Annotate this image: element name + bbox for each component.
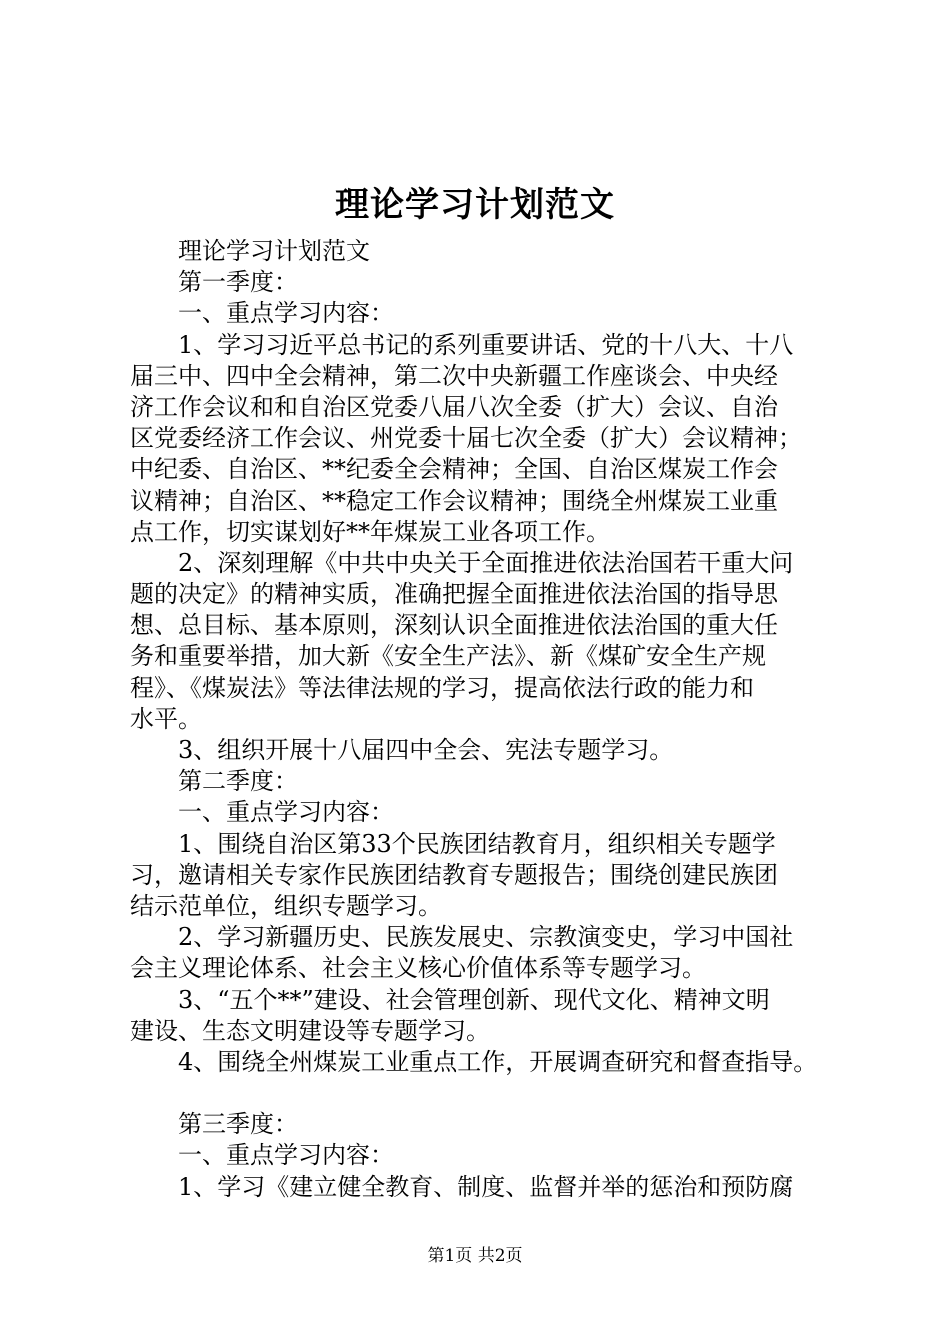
paragraph-line: 点工作，切实谋划好**年煤炭工业各项工作。 [130, 517, 610, 546]
paragraph-line: 题的决定》的精神实质，准确把握全面推进依法治国的指导思 [130, 580, 778, 609]
subsection-heading: 一、重点学习内容： [178, 798, 394, 827]
section-heading-q3: 第三季度： [178, 1110, 298, 1139]
paragraph-line: 会主义理论体系、社会主义核心价值体系等专题学习。 [130, 954, 706, 983]
subsection-heading: 一、重点学习内容： [178, 1141, 394, 1170]
paragraph-line: 中纪委、自治区、**纪委全会精神；全国、自治区煤炭工作会 [130, 455, 778, 484]
paragraph-line: 水平。 [130, 704, 202, 733]
paragraph-line: 2、学习新疆历史、民族发展史、宗教演变史，学习中国社 [178, 923, 794, 952]
document-title: 理论学习计划范文 [335, 185, 615, 225]
paragraph-line: 3、“五个**”建设、社会管理创新、现代文化、精神文明 [178, 985, 770, 1014]
paragraph-line: 1、学习习近平总书记的系列重要讲话、党的十八大、十八 [178, 330, 794, 359]
paragraph-line: 习，邀请相关专家作民族团结教育专题报告；围绕创建民族团 [130, 860, 778, 889]
paragraph-line: 4、围绕全州煤炭工业重点工作，开展调查研究和督查指导。 [178, 1047, 818, 1076]
section-heading-q1: 第一季度： [178, 268, 298, 297]
paragraph-line: 2、深刻理解《中共中央关于全面推进依法治国若干重大问 [178, 548, 794, 577]
paragraph-line: 3、组织开展十八届四中全会、宪法专题学习。 [178, 736, 674, 764]
paragraph-line: 1、围绕自治区第33个民族团结教育月，组织相关专题学 [178, 829, 776, 858]
subsection-heading: 一、重点学习内容： [178, 299, 394, 328]
subtitle-line: 理论学习计划范文 [178, 237, 370, 265]
paragraph-line: 议精神；自治区、**稳定工作会议精神；围绕全州煤炭工业重 [130, 486, 778, 515]
section-heading-q2: 第二季度： [178, 767, 298, 796]
paragraph-line: 济工作会议和和自治区党委八届八次全委（扩大）会议、自治 [130, 392, 778, 421]
paragraph-line: 区党委经济工作会议、州党委十届七次全委（扩大）会议精神； [130, 424, 802, 453]
document-body [130, 236, 830, 1203]
page-number-footer: 第1页 共2页 [427, 1246, 523, 1266]
paragraph-line: 届三中、四中全会精神，第二次中央新疆工作座谈会、中央经 [130, 361, 778, 390]
paragraph-line: 务和重要举措，加大新《安全生产法》、新《煤矿安全生产规 [130, 642, 766, 671]
paragraph-line: 想、总目标、基本原则，深刻认识全面推进依法治国的重大任 [130, 611, 778, 640]
paragraph-line: 结示范单位，组织专题学习。 [130, 891, 442, 920]
paragraph-line: 1、学习《建立健全教育、制度、监督并举的惩治和预防腐 [178, 1172, 794, 1201]
paragraph-line: 程》、《煤炭法》等法律法规的学习，提高依法行政的能力和 [130, 673, 754, 702]
paragraph-line: 建设、生态文明建设等专题学习。 [130, 1016, 490, 1045]
blank-line [130, 1078, 830, 1109]
